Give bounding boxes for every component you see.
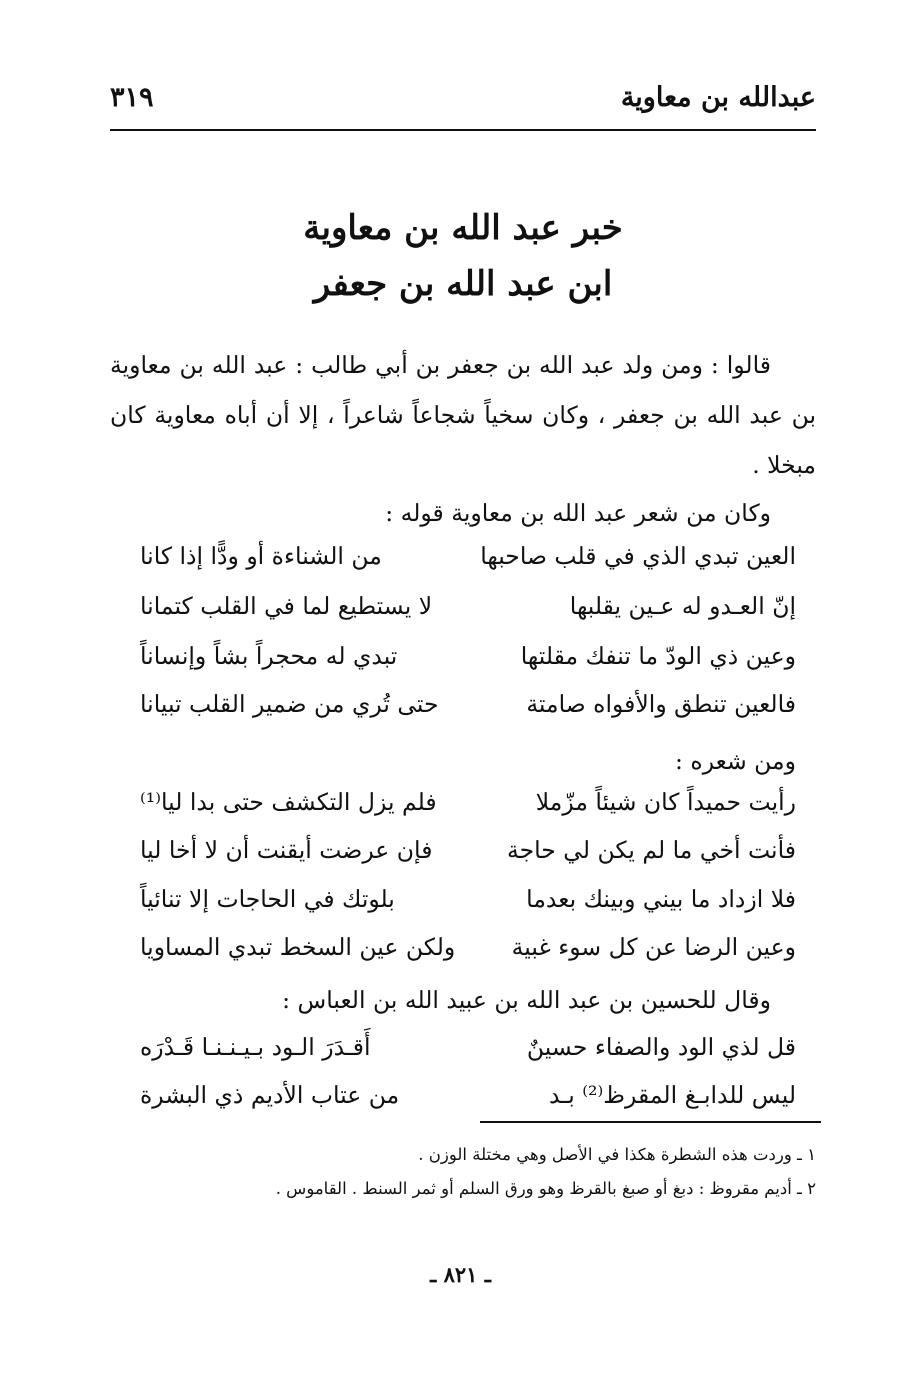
poem-2-intro: ومن شعره : (675, 747, 796, 775)
verse-second-hemistich: ولكن عين السخط تبدي المساويا (140, 933, 456, 961)
verse (110, 1071, 796, 1119)
folio-number: ـ ٨٢١ ـ (430, 1262, 491, 1287)
verse (110, 826, 796, 874)
verse (110, 778, 796, 826)
verse-first-hemistich: إنّ العـدو له عـين يقلبها (569, 592, 796, 620)
verse (110, 582, 796, 630)
verse-second-hemistich: من عتاب الأديم ذي البشرة (140, 1081, 400, 1109)
verse-first-hemistich: فأنت أخي ما لم يكن لي حاجة (507, 836, 796, 864)
verse (110, 532, 796, 580)
footnote-2: ٢ ـ أديم مقروظ : دبغ أو صبغ بالقرظ وهو ورق السلم أو ثمر السنط . القاموس . (275, 1179, 816, 1198)
page-number: ٣١٩ (110, 82, 154, 113)
footnote-1: ١ ـ وردت هذه الشطرة هكذا في الأصل وهي مختلة الوزن . (418, 1145, 816, 1164)
verse-second-hemistich: تبدي له محجراً بشاً وإنساناً (140, 642, 398, 670)
chapter-title-line-2: ابن عبد الله بن جعفر (313, 264, 613, 304)
verse (110, 632, 796, 680)
verse (110, 923, 796, 971)
header-rule (110, 129, 816, 131)
verse-first-hemistich: قل لذي الود والصفاء حسينٌ (526, 1033, 796, 1061)
verse-first-hemistich: وعين ذي الودّ ما تنفك مقلتها (520, 642, 796, 670)
footnotes (110, 1138, 816, 1206)
chapter-title-line-1: خبر عبد الله بن معاوية (303, 208, 623, 248)
verse-second-hemistich: فلم يزل التكشف حتى بدا ليا⁽¹⁾ (140, 788, 437, 816)
verse-second-hemistich: أَقـدَرَ الـود بـيـنـنـا قَـدْرَه (140, 1033, 371, 1061)
intro-paragraph: قالوا : ومن ولد عبد الله بن جعفر بن أبي طالب : عبد الله بن معاوية بن عبد الله بن جعفر ، وكان سخياً شجاعاً شاعراً ، إلا أن أباه معاوية كان مبخلا . (110, 351, 816, 479)
verse-first-hemistich: العين تبدي الذي في قلب صاحبها (480, 542, 796, 570)
chapter-title (110, 200, 816, 312)
verse-second-hemistich: لا يستطيع لما في القلب كتمانا (140, 592, 433, 620)
verse-first-hemistich: وعين الرضا عن كل سوء غبية (511, 933, 796, 961)
verse-second-hemistich: بلوتك في الحاجات إلا تنائياً (140, 885, 395, 913)
verse-second-hemistich: من الشناءة أو ودًّا إذا كانا (140, 542, 382, 570)
running-header (110, 82, 816, 122)
verse-second-hemistich: حتى تُري من ضمير القلب تبيانا (140, 690, 439, 718)
running-title: عبدالله بن معاوية (620, 82, 816, 113)
verse-first-hemistich: فالعين تنطق والأفواه صامتة (526, 690, 796, 718)
verse-second-hemistich: فإن عرضت أيقنت أن لا أخا ليا (140, 836, 433, 864)
footnote-rule (480, 1121, 821, 1123)
verse (110, 680, 796, 728)
verse-first-hemistich: فلا ازداد ما بيني وبينك بعدما (526, 885, 796, 913)
poem-1-intro: وكان من شعر عبد الله بن معاوية قوله : (385, 499, 771, 527)
poem-3-intro: وقال للحسين بن عبد الله بن عبيد الله بن العباس : (282, 986, 771, 1014)
verse-first-hemistich: ليس للدابـغ المقرظ⁽²⁾ بـد (549, 1081, 796, 1109)
verse-first-hemistich: رأيت حميداً كان شيئاً مزّملا (535, 788, 796, 816)
verse (110, 875, 796, 923)
verse (110, 1023, 796, 1071)
